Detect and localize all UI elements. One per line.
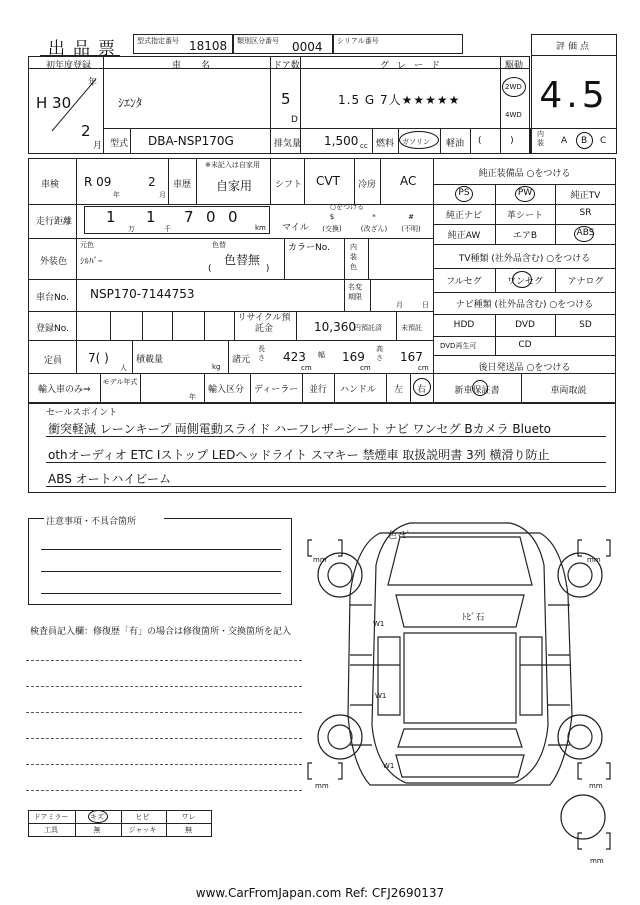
recycle-value: 10,360 — [314, 320, 356, 334]
note-w1-c: W1 — [383, 762, 395, 770]
note-w1-a: W1 — [373, 620, 385, 628]
handle-right: 右 — [417, 385, 427, 395]
original-color: ｼﾙﾊﾞｰ — [80, 257, 103, 267]
width-value: 169 — [342, 350, 365, 364]
equip-ps: PS — [458, 188, 470, 198]
caution-box — [28, 519, 292, 605]
interior-grade: B — [581, 136, 588, 146]
first-reg-month: 2 — [81, 122, 91, 140]
history-value: 自家用 — [216, 179, 253, 193]
drive-circle — [502, 77, 526, 97]
capacity-value: 7( ) — [88, 351, 109, 365]
note-color: 色ﾏｾﾞ — [388, 531, 411, 541]
model-value: DBA-NSP170G — [148, 134, 234, 148]
fuel-circle — [399, 131, 439, 149]
note-w1-b: W1 — [375, 692, 387, 700]
sales-line-2: othオーディオ ETC Iストップ LEDヘッドライト スマキー 禁煙車 取扱説明書 3列 横滑り防止 — [48, 448, 550, 462]
odo-digit-2: 1 — [146, 208, 156, 226]
ac-value: AC — [400, 174, 417, 188]
doors-value: 5 — [281, 90, 291, 108]
odo-digit-1: 1 — [106, 208, 116, 226]
sheet-title: 出品票 — [48, 39, 123, 59]
chassis-value: NSP170-7144753 — [90, 287, 195, 301]
class-box: 類別区分番号 0004 — [233, 34, 333, 54]
class-value: 0004 — [292, 40, 323, 54]
score-box: 評価点 4.5 — [531, 34, 617, 154]
first-reg-era: H 30 — [36, 94, 72, 112]
drive-2wd: 2WD — [505, 83, 522, 91]
tv-oneseg: ワンセグ — [506, 277, 543, 287]
odo-digit-3: 7 — [184, 208, 194, 226]
handle-circle — [413, 378, 431, 396]
serial-box: シリアル番号 — [333, 34, 463, 54]
footer-text: www.CarFromJapan.com Ref: CFJ2690137 — [195, 886, 445, 900]
inspection-month: 2 — [148, 175, 156, 189]
displacement-value: 1,500 — [324, 134, 359, 148]
length-value: 423 — [283, 350, 306, 364]
mirror-value: キズ — [90, 813, 104, 821]
fuel-value: ガソリン — [402, 138, 430, 146]
grade-value: 1.5 G 7人★★★★★ — [338, 93, 461, 107]
score-value: 4.5 — [539, 75, 609, 116]
height-value: 167 — [400, 350, 423, 364]
equip-abs: ABS — [576, 228, 595, 238]
odo-digit-5: 0 — [228, 208, 238, 226]
car-diagram — [300, 515, 620, 875]
after-warranty: 新車保証書 — [454, 386, 500, 396]
type-cert-box: 型式指定番号 18108 — [133, 34, 233, 54]
equip-pw: PW — [517, 188, 533, 198]
sales-line-3: ABS オートハイビーム — [48, 472, 171, 486]
inspection-value: R 09 — [84, 175, 112, 189]
note-stone: ﾄﾋﾞ石 — [462, 613, 485, 623]
car-name: ｼｴﾝﾀ — [118, 96, 143, 110]
sales-line-1: 衝突軽減 レーンキープ 両側電動スライド ハーフレザーシート ナビ ワンセグ Bカメラ Blueto — [48, 422, 552, 436]
shift-value: CVT — [316, 174, 340, 188]
type-cert-value: 18108 — [189, 39, 228, 53]
repaint-value: 色替無 — [224, 253, 261, 267]
odo-digit-4: 0 — [206, 208, 216, 226]
